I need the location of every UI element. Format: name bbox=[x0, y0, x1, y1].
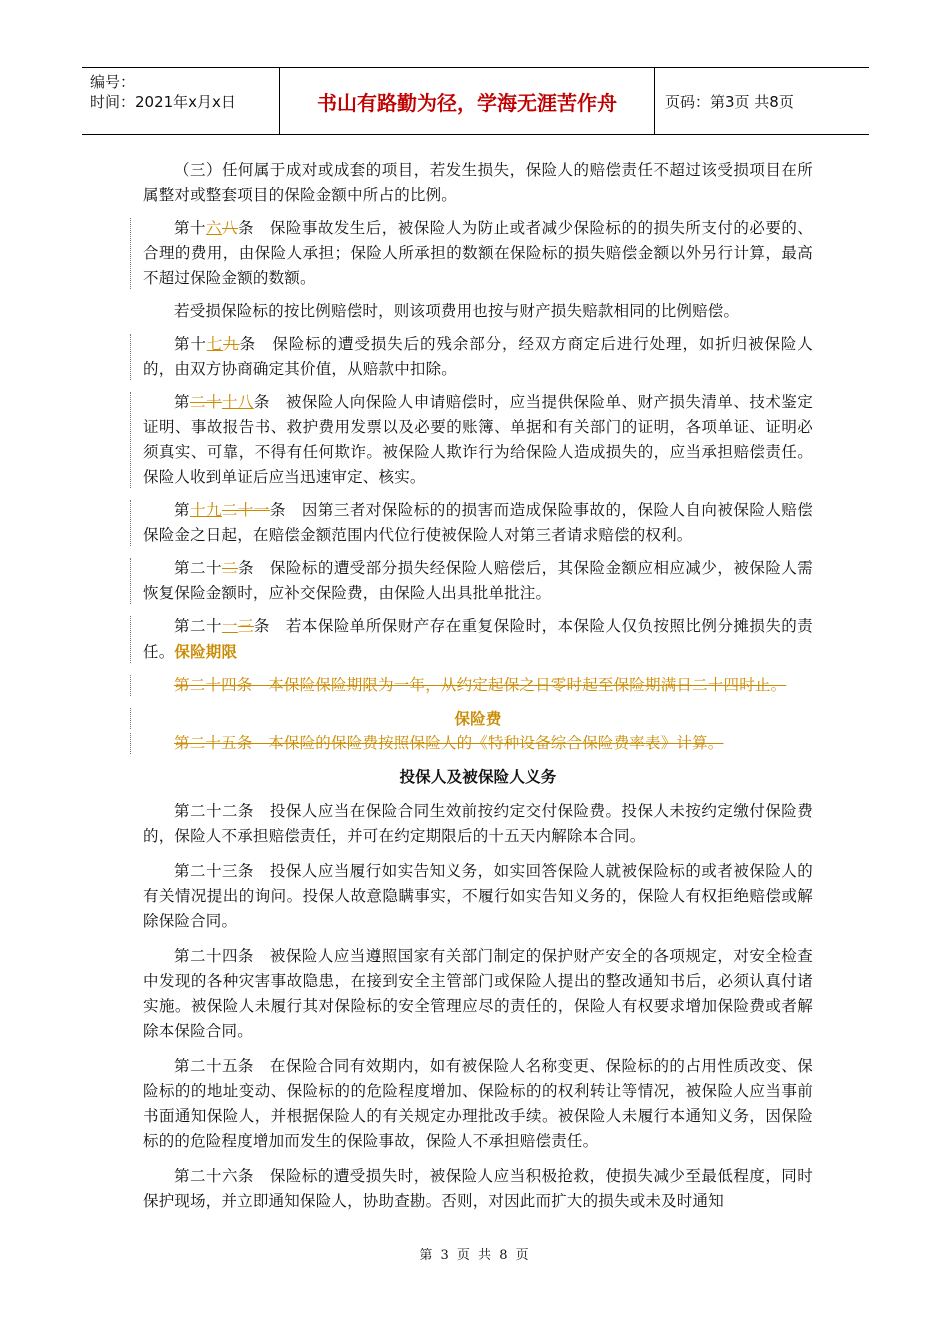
article-17: 第十七九条 保险标的遭受损失后的残余部分，经双方商定后进行处理，如折归被保险人的，由双方协商确定其价值，从赔款中扣除。 bbox=[143, 332, 813, 382]
inserted-text: 一 bbox=[221, 617, 238, 635]
article-20: 第二十二条 保险标的遭受部分损失经保险人赔偿后，其保险金额应相应减少，被保险人需恢复保险金额时，应补交保险费，由保险人出具批单批注。 bbox=[143, 556, 813, 606]
header-date: 时间：2021年x月x日 bbox=[90, 93, 236, 111]
inserted-text: 七 bbox=[206, 335, 224, 353]
article-19: 第十九二十一条 因第三者对保险标的的损害而造成保险事故的，保险人自向被保险人赔偿保险金之日起，在赔偿金额范围内代位行使被保险人对第三者请求赔偿的权利。 bbox=[143, 498, 813, 548]
inserted-text: 十八 bbox=[221, 393, 254, 411]
document-body bbox=[143, 158, 813, 1214]
header-motto: 书山有路勤为径，学海无涯苦作舟 bbox=[280, 68, 655, 134]
article-22: 第二十二条 投保人应当在保险合同生效前按约定交付保险费。投保人未按约定缴付保险费的，保险人不承担赔偿责任，并可在约定期限后的十五天内解除本合同。 bbox=[143, 802, 813, 845]
deleted-text: 九 bbox=[223, 335, 240, 353]
deleted-text: 三 bbox=[237, 617, 254, 635]
inserted-text: 六 bbox=[205, 219, 222, 237]
header-page-number: 页码：第3页 共8页 bbox=[665, 92, 794, 111]
page-footer: 第 3 页 共 8 页 bbox=[419, 1248, 531, 1263]
deleted-article-25: 第二十五条 本保险的保险费按照保险人的《特种设备综合保险费率表》计算。 bbox=[143, 731, 813, 756]
article-18: 第二十十八条 被保险人向保险人申请赔偿时，应当提供保险单、财产损失清单、技术鉴定证明、事故报告书、救护费用发票以及必要的账簿、单据和有关部门的证明，各项单证、证明必须真实、可靠，不得有任何欺诈。被保险人欺诈行为给保险人造成损失的，应当承担赔偿责任。保险人收到单证后应当迅速审定、核实。 bbox=[143, 390, 813, 490]
deleted-text: 二 bbox=[221, 559, 238, 577]
article-21: 第二十一三条 若本保险单所保财产存在重复保险时，本保险人仅负按照比例分摊损失的责任。保险期限 bbox=[143, 614, 813, 665]
inserted-text: 十九 bbox=[189, 501, 222, 519]
deleted-article-24: 第二十四条 本保险保险期限为一年，从约定起保之日零时起至保险期满日二十四时止。 bbox=[143, 673, 813, 698]
paragraph: 若受损保险标的按比例赔偿时，则该项费用也按与财产损失赔款相同的比例赔偿。 bbox=[174, 302, 740, 320]
deleted-text: 八 bbox=[221, 219, 238, 237]
article-25: 第二十五条 在保险合同有效期内，如有被保险人名称变更、保险标的的占用性质改变、保险标的的地址变动、保险标的的危险程度增加、保险标的的权利转让等情况，被保险人应当事前书面通知保险人，并根据保险人的有关规定办理批改手续。被保险人未履行本通知义务，因保险标的的危险程度增加而发生的保险事故，保险人不承担赔偿责任。 bbox=[143, 1057, 813, 1150]
page-header bbox=[82, 67, 869, 135]
section-heading-duties: 投保人及被保险人义务 bbox=[399, 767, 557, 786]
deleted-text: 二十 bbox=[189, 393, 222, 411]
article-26: 第二十六条 保险标的遭受损失时，被保险人应当积极抢救，使损失减少至最低程度，同时保护现场，并立即通知保险人，协助查勘。否则，对因此而扩大的损失或未及时通知 bbox=[143, 1167, 813, 1210]
header-number: 编号： bbox=[90, 73, 136, 91]
article-24: 第二十四条 被保险人应当遵照国家有关部门制定的保护财产安全的各项规定，对安全检查中发现的各种灾害事故隐患，在接到安全主管部门或保险人提出的整改通知书后，必须认真付诸实施。被保险人未履行其对保险标的安全管理应尽的责任的，保险人有权要求增加保险费或者解除本保险合同。 bbox=[143, 947, 813, 1040]
article-16: 第十六八条 保险事故发生后，被保险人为防止或者减少保险标的的损失所支付的必要的、合理的费用，由保险人承担；保险人所承担的数额在保险标的损失赔偿金额以外另行计算，最高不超过保险金额的数额。 bbox=[143, 216, 813, 291]
deleted-text: 二十一 bbox=[221, 501, 270, 519]
paragraph: （三）任何属于成对或成套的项目，若发生损失，保险人的赔偿责任不超过该受损项目在所属整对或整套项目的保险金额中所占的比例。 bbox=[143, 161, 813, 204]
article-23: 第二十三条 投保人应当履行如实告知义务，如实回答保险人就被保险标的或者被保险人的有关情况提出的询问。投保人故意隐瞒事实，不履行如实告知义务的，保险人有权拒绝赔偿或解除保险合同。 bbox=[143, 862, 813, 930]
header-meta bbox=[82, 68, 280, 134]
section-heading-fee: 保险费 bbox=[143, 706, 813, 731]
inserted-heading: 保险期限 bbox=[174, 642, 238, 661]
